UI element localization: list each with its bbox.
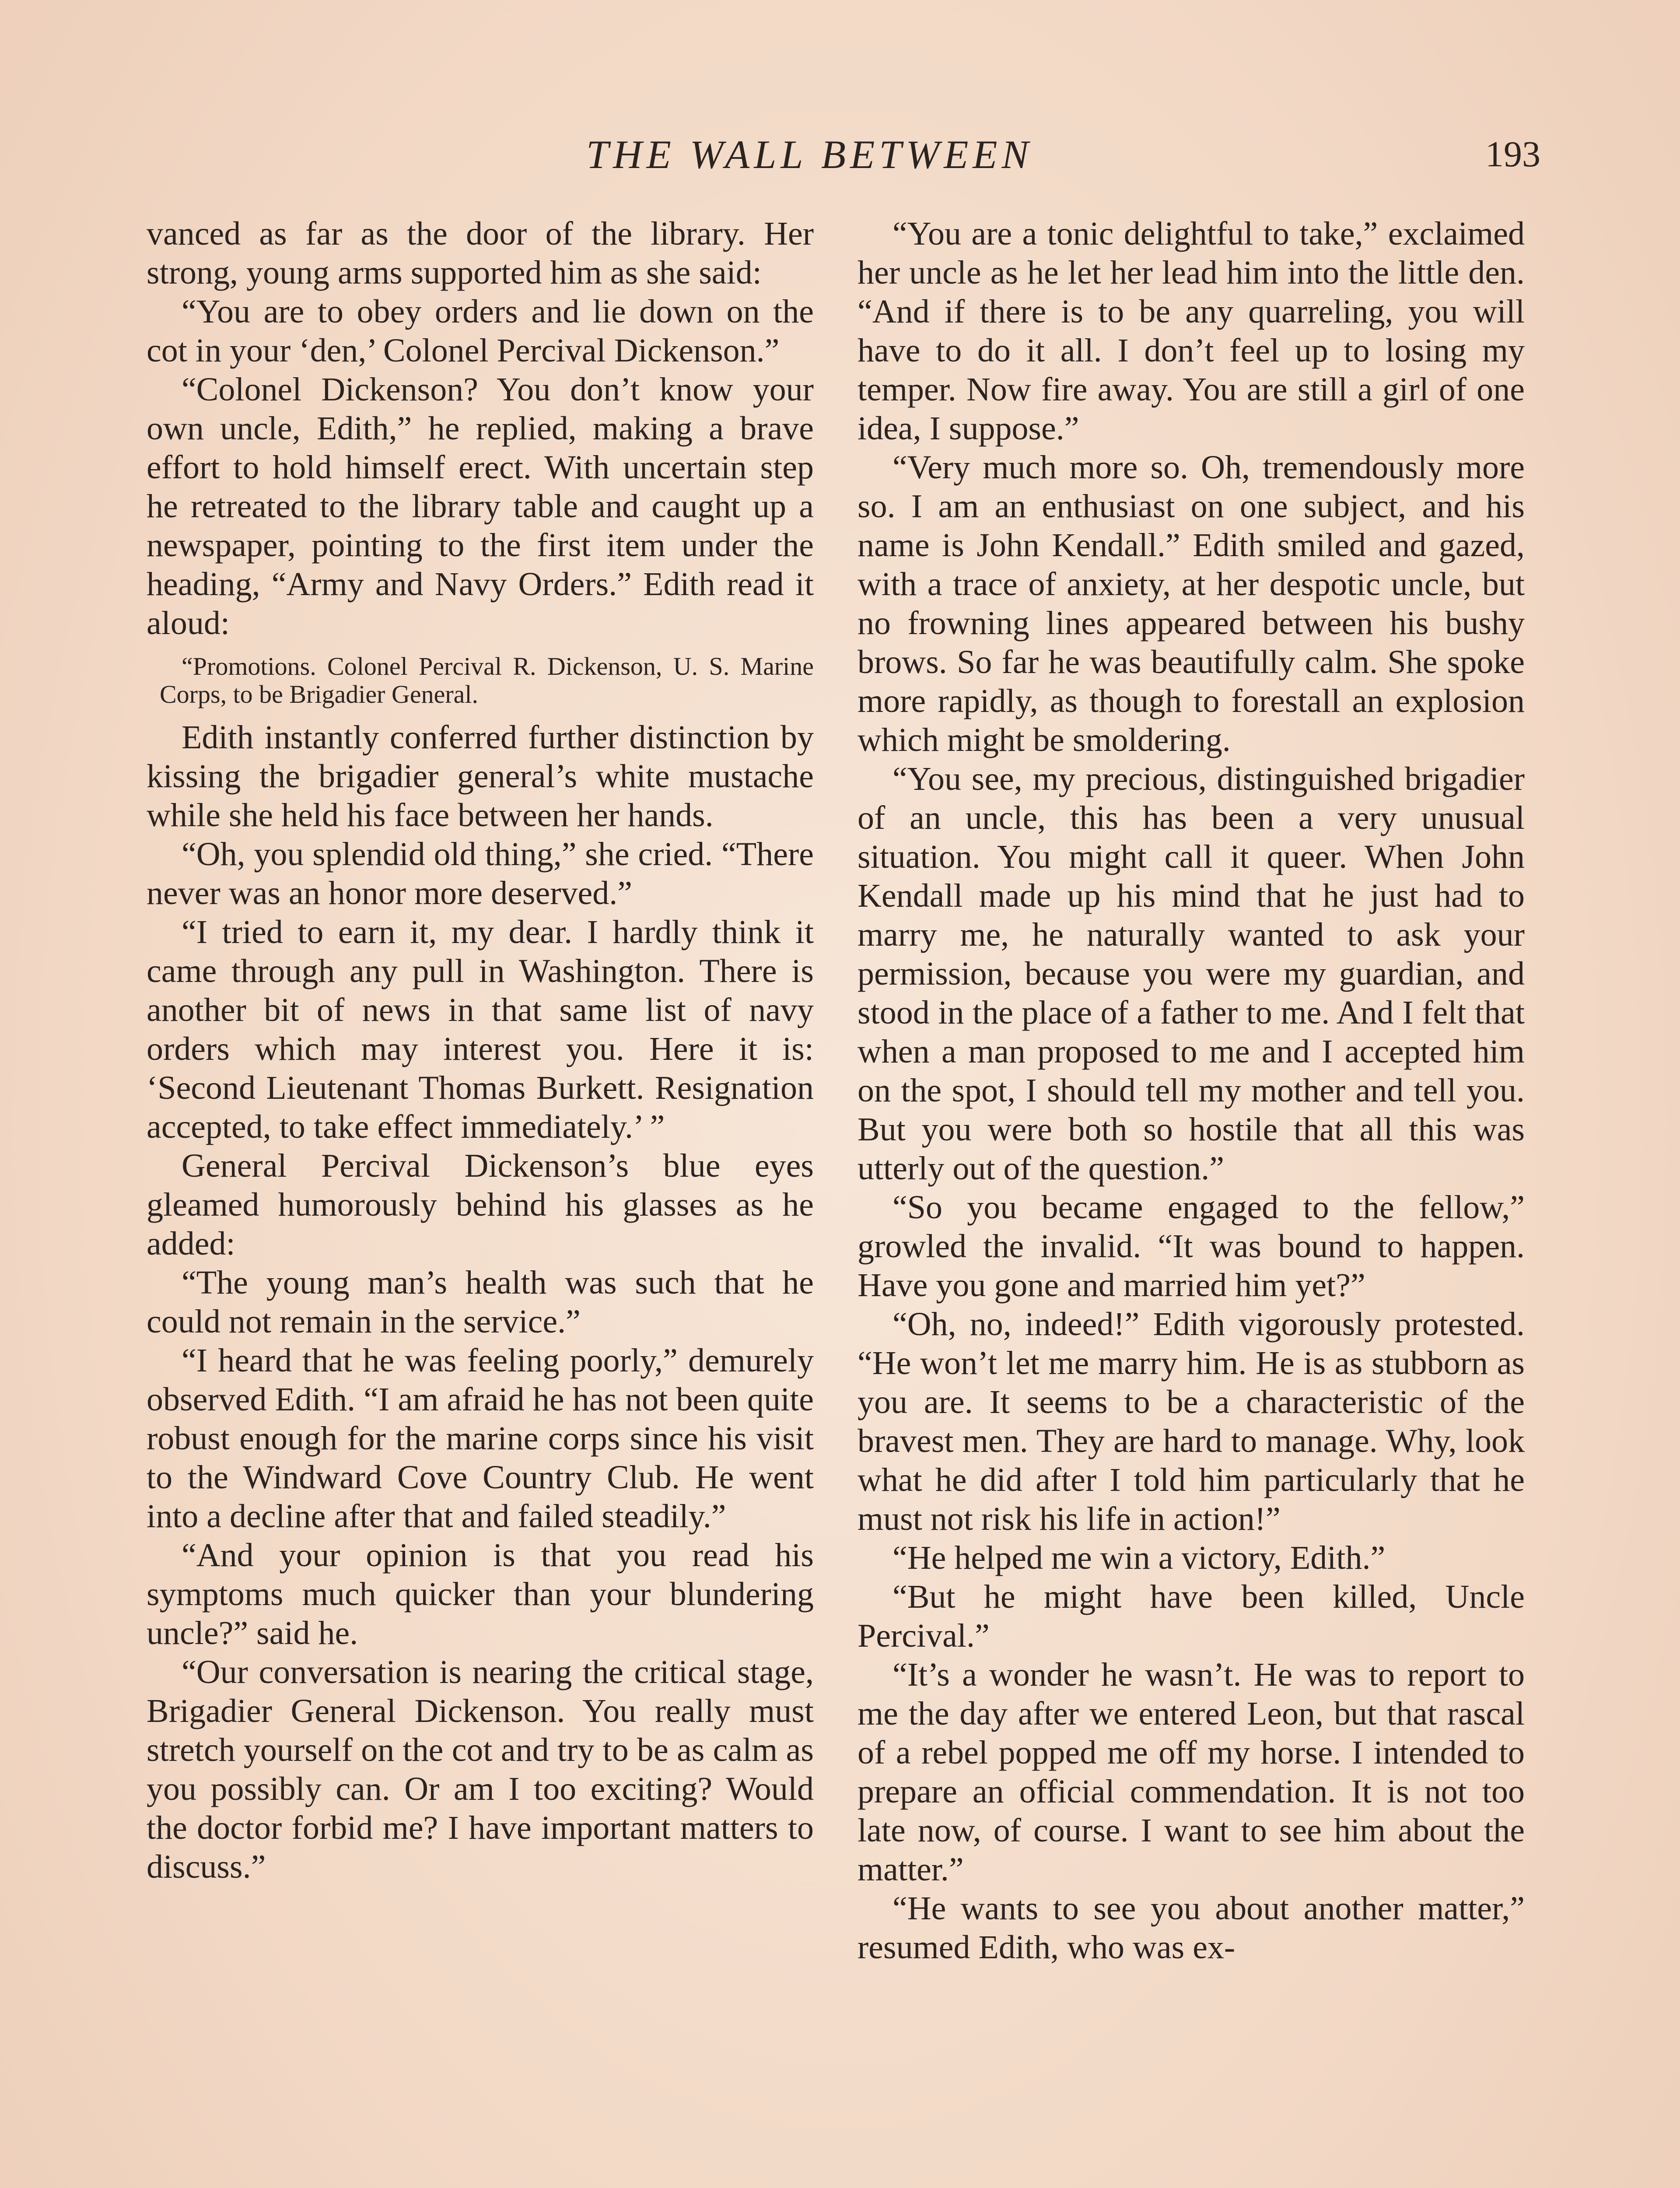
paragraph: “The young man’s health was such that he could not remain in the service.” (147, 1264, 814, 1340)
block-quote: “Promotions. Colonel Percival R. Dickenson, U. S. Marine Corps, to be Brigadier General. (160, 652, 814, 708)
paragraph: “So you became engaged to the fellow,” growled the invalid. “It was bound to happen. Have you gone and married him yet?” (858, 1189, 1525, 1304)
paragraph: “Colonel Dickenson? You don’t know your own uncle, Edith,” he replied, making a brave effort to hold himself erect. With uncertain step he retreated to the library table and caught up a newspaper, pointing to the first item under the heading, “Army and Navy Orders.” Edith read it aloud: (147, 371, 814, 642)
paragraph: “You are to obey orders and lie down on the cot in your ‘den,’ Colonel Percival Dickenson.” (147, 293, 814, 369)
paragraph: “You see, my precious, distinguished brigadier of an uncle, this has been a very unusual situation. You might call it queer. When John Kendall made up his mind that he just had to marry me, he naturally wanted to ask your permission, because you were my guardian, and stood in the place of a father to me. And I felt that when a man proposed to me and I accepted him on the spot, I should tell my mother and tell you. But you were both so hostile that all this was utterly out of the question.” (858, 761, 1525, 1187)
paragraph: “Oh, you splendid old thing,” she cried. “There never was an honor more deserved.” (147, 836, 814, 912)
page-header (0, 131, 1680, 188)
paragraph: “Our conversation is nearing the critical stage, Brigadier General Dickenson. You really must stretch yourself on the cot and try to be as calm as you possibly can. Or am I too exciting? Would the doctor forbid me? I have important matters to discuss.” (147, 1654, 814, 1885)
paragraph: “You are a tonic delightful to take,” exclaimed her uncle as he let her lead him into the little den. “And if there is to be any quarreling, you will have to do it all. I don’t feel up to losing my temper. Now fire away. You are still a girl of one idea, I suppose.” (858, 215, 1525, 447)
left-column (147, 214, 814, 1886)
paragraph: vanced as far as the door of the library. Her strong, young arms supported him as she said: (147, 215, 814, 291)
running-title: THE WALL BETWEEN (586, 132, 1033, 177)
paragraph: General Percival Dickenson’s blue eyes gleamed humorously behind his glasses as he added: (147, 1147, 814, 1262)
paragraph: “He helped me win a victory, Edith.” (892, 1539, 1386, 1576)
paragraph: “He wants to see you about another matter,” resumed Edith, who was ex- (858, 1890, 1525, 1966)
paragraph: “But he might have been killed, Uncle Percival.” (858, 1578, 1525, 1654)
paragraph: Edith instantly conferred further distinction by kissing the brigadier general’s white mustache while she held his face between her hands. (147, 719, 814, 834)
paragraph: “I heard that he was feeling poorly,” demurely observed Edith. “I am afraid he has not been quite robust enough for the marine corps since his visit to the Windward Cove Country Club. He went into a decline after that and failed steadily.” (147, 1342, 814, 1535)
paragraph: “I tried to earn it, my dear. I hardly think it came through any pull in Washington. There is another bit of news in that same list of navy orders which may interest you. Here it is: ‘Second Lieutenant Thomas Burkett. Resignation accepted, to take effect immediately.’ ” (147, 914, 814, 1145)
paragraph: “It’s a wonder he wasn’t. He was to report to me the day after we entered Leon, but that rascal of a rebel popped me off my horse. I intended to prepare an official commendation. It is not too late now, of course. I want to see him about the matter.” (858, 1656, 1525, 1888)
right-column (858, 214, 1525, 1967)
paragraph: “Very much more so. Oh, tremendously more so. I am an enthusiast on one subject, and his name is John Kendall.” Edith smiled and gazed, with a trace of anxiety, at her despotic uncle, but no frowning lines appeared between his bushy brows. So far he was beautifully calm. She spoke more rapidly, as though to forestall an explosion which might be smoldering. (858, 449, 1525, 758)
paragraph: “And your opinion is that you read his symptoms much quicker than your blundering uncle?” said he. (147, 1537, 814, 1652)
page-number: 193 (1485, 134, 1540, 175)
paragraph: “Oh, no, indeed!” Edith vigorously protested. “He won’t let me marry him. He is as stubborn as you are. It seems to be a characteristic of the bravest men. They are hard to manage. Why, look what he did after I told him particularly that he must not risk his life in action!” (858, 1306, 1525, 1537)
